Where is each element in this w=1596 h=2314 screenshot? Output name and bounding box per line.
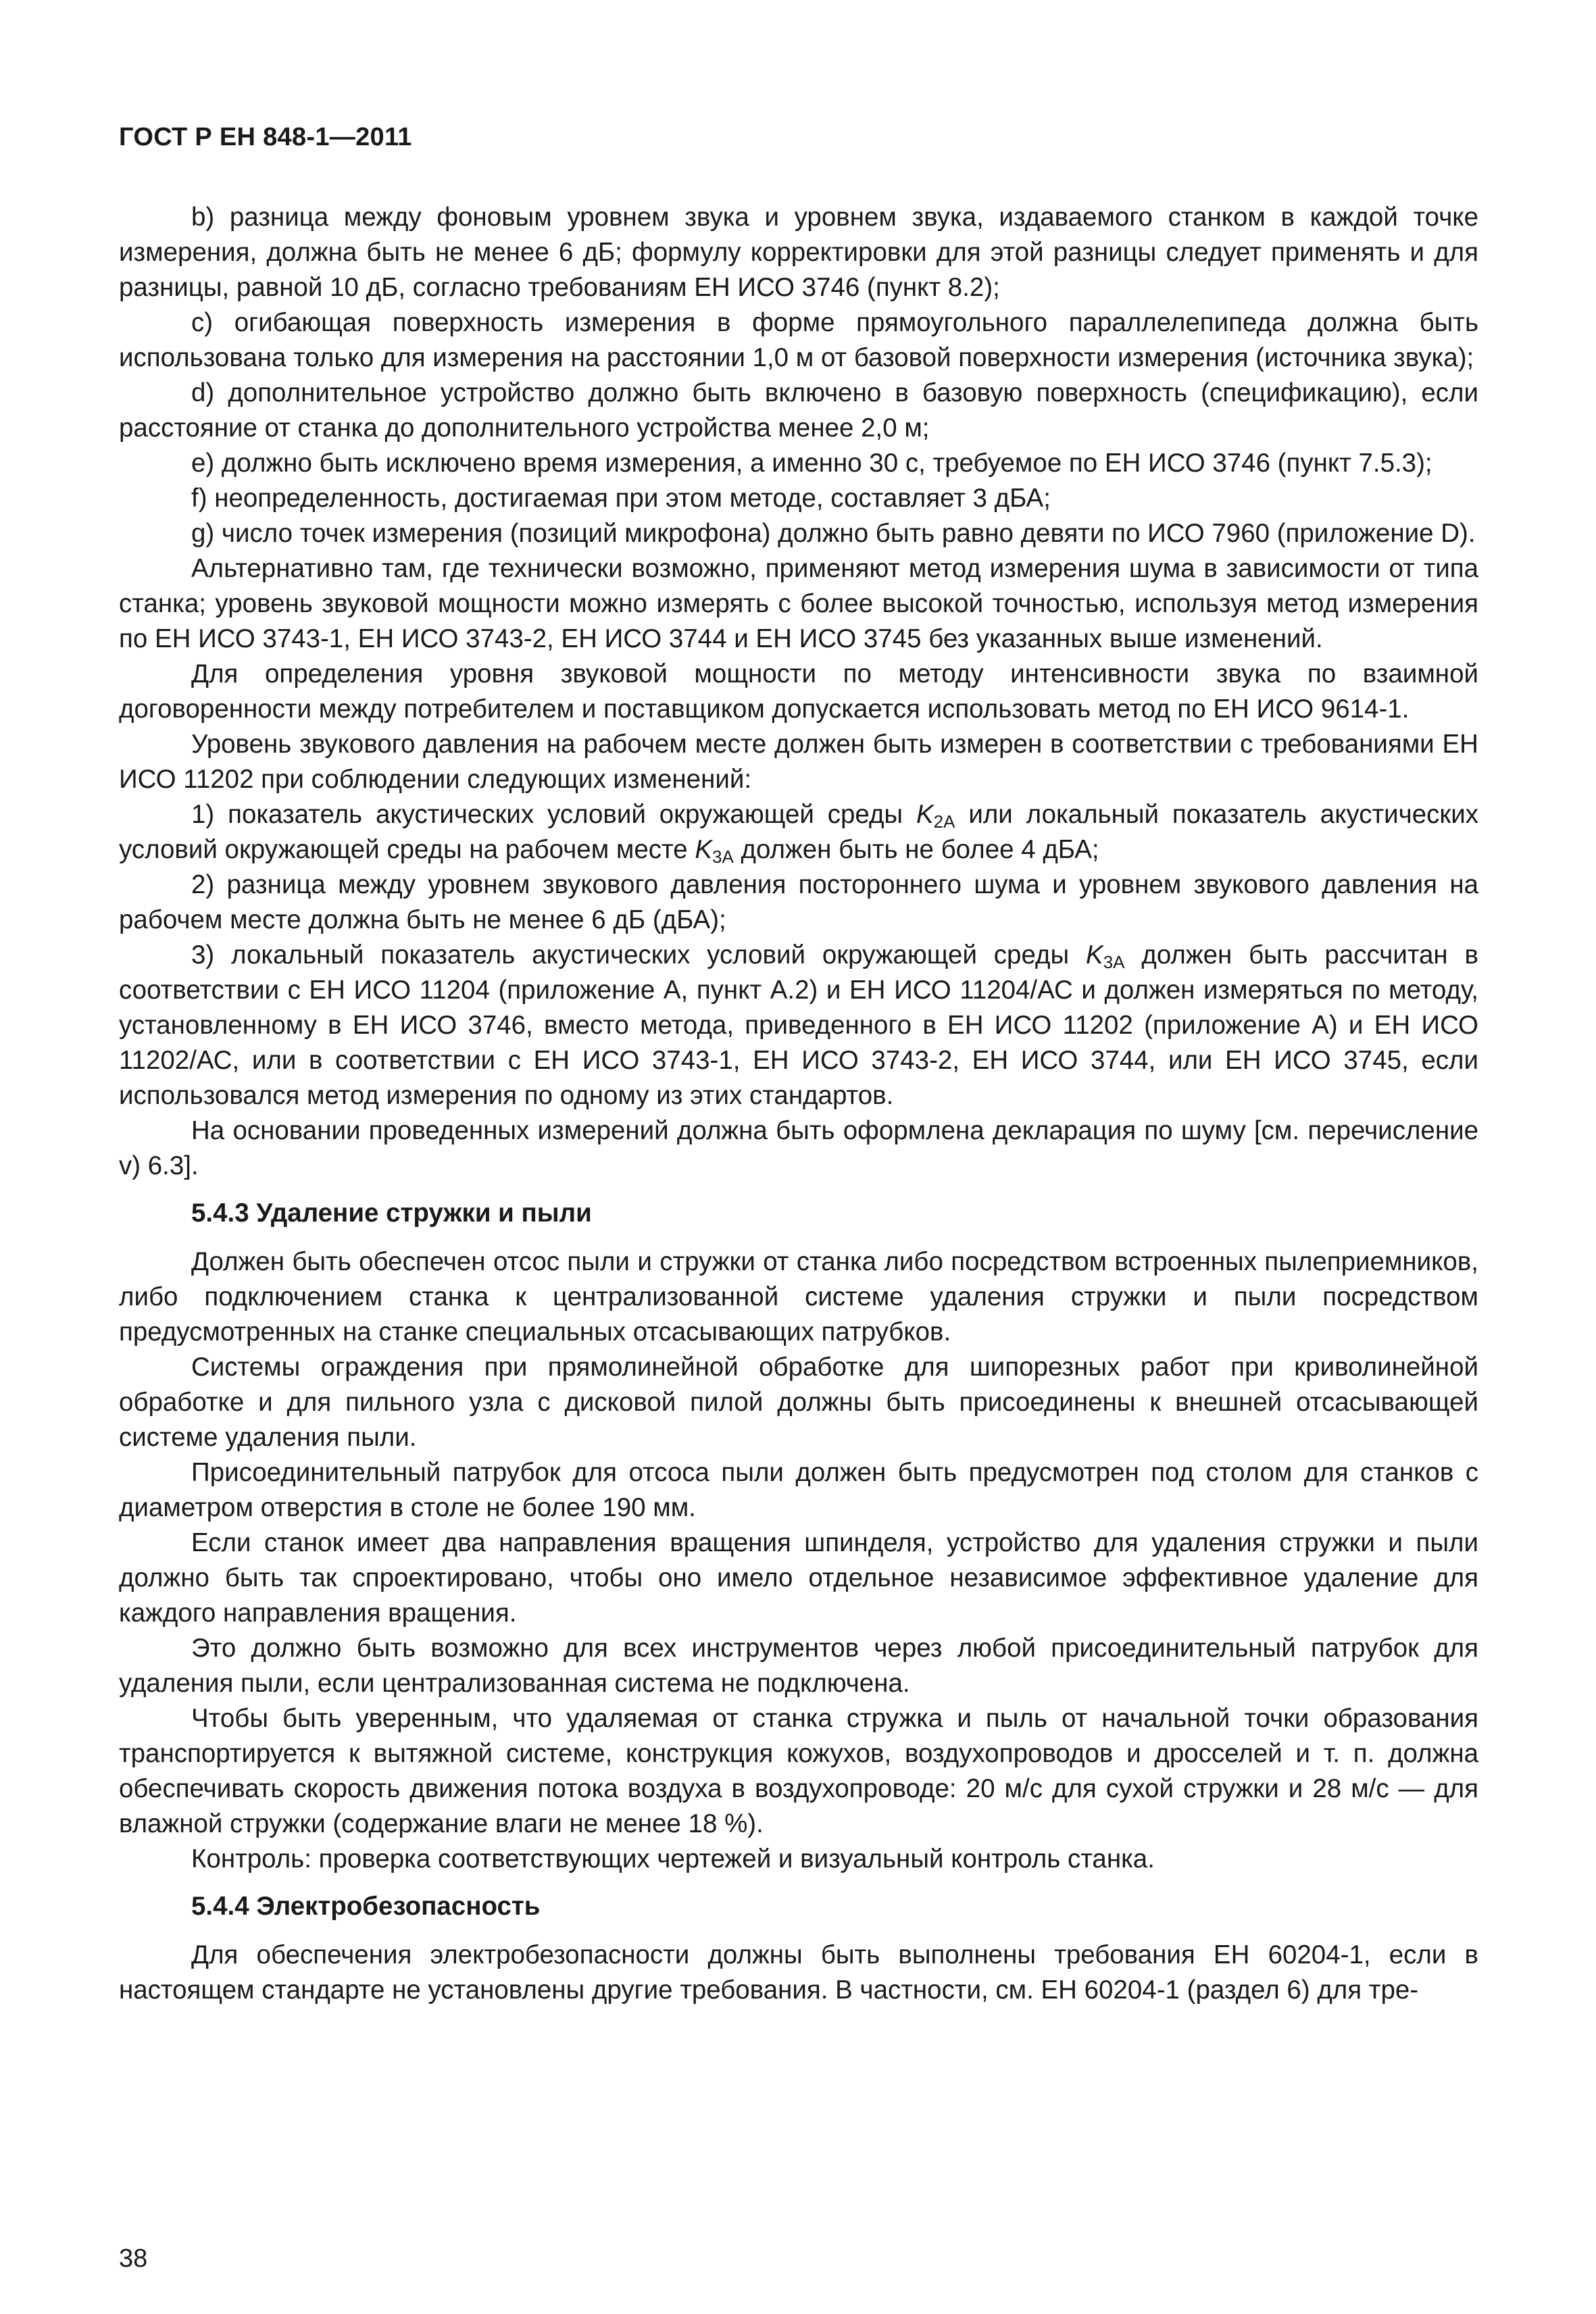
paragraph: Системы ограждения при прямолинейной обработке для шипорезных работ при криволинейной обработке и для пильного узла с дисковой пилой должны быть присоединены к внешней отсасывающей системе удаления пыли.: [119, 1353, 1478, 1452]
paragraph: Для обеспечения электробезопасности должны быть выполнены требования ЕН 60204-1, если в настоящем стандарте не установлены другие требования. В частности, см. ЕН 60204-1 (раздел 6) для тре-: [119, 1940, 1478, 2005]
section-heading: 5.4.4 Электробезопасность: [191, 1892, 541, 1921]
paragraph: Для определения уровня звуковой мощности по методу интенсивности звука по взаимной договоренности между потребителем и поставщиком допускается использовать метод по ЕН ИСО 9614-1.: [119, 659, 1478, 724]
text-run: должен быть рассчитан в соответствии с ЕН ИСО 11204 (приложение А, пункт А.2) и ЕН ИСО 11204/АС и должен измеряться по методу, установленному в ЕН ИСО 3746, вместо метода, приведенного в ЕН ИСО 11202 (приложение А) и ЕН ИСО 11202/АС, или в соответствии с ЕН ИСО 3743-1, ЕН ИСО 3743-2, ЕН ИСО 3744, или ЕН ИСО 3745, если использовался метод измерения по одному из этих стандартов.: [119, 940, 1478, 1110]
text-run: или локальный показатель акустических условий окружающей среды на рабочем месте: [119, 800, 1478, 864]
paragraph: Если станок имеет два направления вращения шпинделя, устройство для удаления стружки и пыли должно быть так спроектировано, чтобы оно имело отдельное независимое эффективное удаление для каждого направления вращения.: [119, 1528, 1478, 1628]
paragraph: Это должно быть возможно для всех инструментов через любой присоединительный патрубок для удаления пыли, если централизованная система не подключена.: [119, 1634, 1478, 1698]
paragraph: c) огибающая поверхность измерения в форме прямоугольного параллелепипеда должна быть использована только для измерения на расстоянии 1,0 м от базовой поверхности измерения (источника звука);: [119, 308, 1478, 372]
text-run: 1) показатель акустических условий окружающей среды: [191, 800, 916, 829]
paragraph: Присоединительный патрубок для отсоса пыли должен быть предусмотрен под столом для станков с диаметром отверстия в столе не более 190 мм.: [119, 1458, 1478, 1522]
page-number: 38: [119, 2244, 148, 2273]
symbol-subscript: 3A: [1103, 952, 1125, 972]
paragraph: Должен быть обеспечен отсос пыли и стружки от станка либо посредством встроенных пылеприемников, либо подключением станка к централизованной системе удаления стружки и пыли посредством предусмотренных на станке специальных отсасывающих патрубков.: [119, 1247, 1478, 1347]
section-heading: 5.4.3 Удаление стружки и пыли: [191, 1199, 592, 1228]
document-header: ГОСТ Р ЕН 848-1—2011: [119, 123, 412, 151]
symbol-subscript: 3A: [712, 847, 734, 867]
paragraph: g) число точек измерения (позиций микрофона) должно быть равно девяти по ИСО 7960 (приложение D).: [191, 519, 1476, 548]
paragraph: Чтобы быть уверенным, что удаляемая от станка стружка и пыль от начальной точки образования транспортируется к вытяжной системе, конструкция кожухов, воздухопроводов и дросселей и т. п. должна обеспечивать скорость движения потока воздуха в воздухопроводе: 20 м/с для сухой стружки и 28 м/с — для влажной стружки (содержание влаги не менее 18 %).: [119, 1704, 1478, 1838]
text-run: должен быть не более 4 дБА;: [733, 835, 1099, 864]
paragraph: d) дополнительное устройство должно быть включено в базовую поверхность (спецификацию), если расстояние от станка до дополнительного устройства менее 2,0 м;: [119, 378, 1478, 443]
paragraph: f) неопределенность, достигаемая при этом методе, составляет 3 дБА;: [191, 484, 1051, 513]
paragraph: e) должно быть исключено время измерения, а именно 30 с, требуемое по ЕН ИСО 3746 (пункт 7.5.3);: [191, 449, 1432, 478]
symbol-k: K: [916, 800, 934, 829]
paragraph: На основании проведенных измерений должна быть оформлена декларация по шуму [см. перечисление v) 6.3].: [119, 1116, 1478, 1180]
paragraph: Уровень звукового давления на рабочем месте должен быть измерен в соответствии с требованиями ЕН ИСО 11202 при соблюдении следующих изменений:: [119, 730, 1478, 794]
paragraph-list-item: [119, 797, 1478, 867]
symbol-subscript: 2A: [933, 811, 955, 832]
paragraph: Контроль: проверка соответствующих чертежей и визуальный контроль станка.: [191, 1844, 1155, 1873]
paragraph: Альтернативно там, где технически возможно, применяют метод измерения шума в зависимости от типа станка; уровень звуковой мощности можно измерять с более высокой точностью, используя метод измерения по ЕН ИСО 3743-1, ЕН ИСО 3743-2, ЕН ИСО 3744 и ЕН ИСО 3745 без указанных выше изменений.: [119, 554, 1478, 653]
document-body: [119, 200, 1478, 2008]
text-run: 3) локальный показатель акустических условий окружающей среды: [191, 940, 1087, 970]
paragraph-list-item: 2) разница между уровнем звукового давления постороннего шума и уровнем звукового давления на рабочем месте должна быть не менее 6 дБ (дБА);: [119, 870, 1478, 934]
paragraph-list-item: [119, 938, 1478, 1113]
paragraph: b) разница между фоновым уровнем звука и уровнем звука, издаваемого станком в каждой точке измерения, должна быть не менее 6 дБ; формулу корректировки для этой разницы следует применять и для разницы, равной 10 дБ, согласно требованиям ЕН ИСО 3746 (пункт 8.2);: [119, 203, 1478, 302]
symbol-k: K: [1086, 940, 1103, 970]
symbol-k: K: [695, 835, 712, 864]
